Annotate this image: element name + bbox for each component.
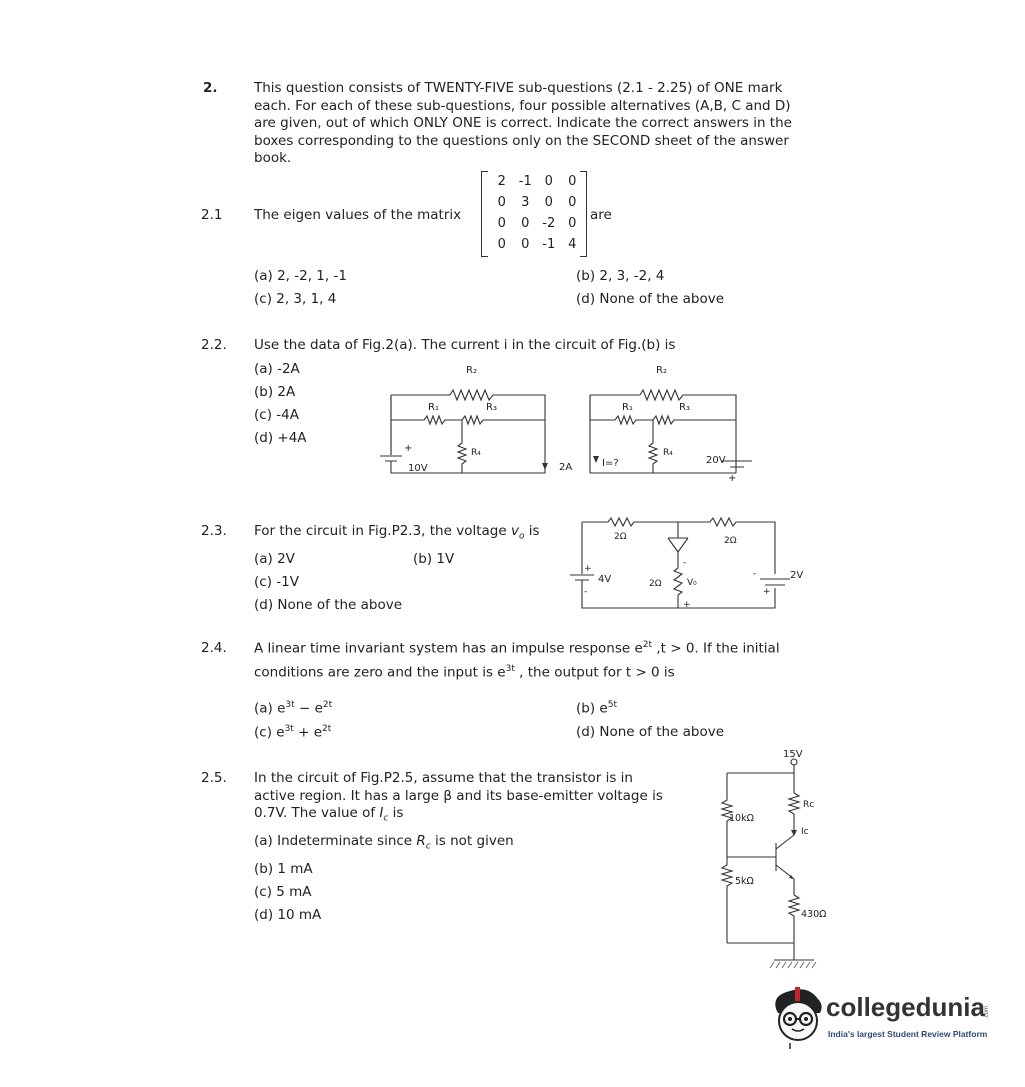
matrix-cell: 0 [544,195,553,210]
exponent: 3t [284,724,294,734]
option-c: (c) 2, 3, 1, 4 [254,291,337,307]
label-r1: R₁ [428,402,439,413]
voltage-symbol: v [510,523,519,539]
matrix-cell: 0 [568,195,577,210]
label-i-unknown: I=? [602,458,619,469]
matrix-cell: -2 [542,216,556,231]
matrix-cell: 0 [497,237,506,252]
exponent: 2t [642,640,653,650]
exp-base: e [277,700,286,717]
option-a [254,700,332,717]
exponent: 5t [607,700,617,710]
label-r2: R₂ [466,365,477,376]
option-c: (c) -1V [254,574,299,590]
label-plus: + [404,443,413,454]
question-2-4-line-2 [254,664,675,681]
matrix-cell: 4 [568,237,577,252]
instruction-line: book. [254,150,292,166]
figure-2-5-transistor-circuit [700,745,835,980]
option-b: (b) 1V [413,551,455,567]
matrix-cell: 0 [568,216,577,231]
label-2a: 2A [559,462,573,473]
instruction-line: boxes corresponding to the questions only on the SECOND sheet of the answer [254,132,789,149]
matrix-cell: 0 [568,174,577,189]
option-c [254,724,331,741]
text: + [293,724,314,741]
label-rc: Rc [803,800,815,810]
question-2-5-text [254,770,714,828]
matrix-cell: -1 [542,237,556,252]
text: is [524,523,540,539]
instruction-line: This question consists of TWENTY-FIVE sub-questions (2.1 - 2.25) of ONE mark [254,80,783,96]
option-b: (b) 2, 3, -2, 4 [576,268,665,284]
matrix-cell: 0 [497,216,506,231]
label-15v: 15V [783,749,803,760]
option-b: (b) 1 mA [254,861,313,877]
question-2-1-text: The eigen values of the matrix [254,207,462,223]
label-plus: + [683,600,691,610]
option-a: (a) 2, -2, 1, -1 [254,268,347,284]
label-r4: R₄ [471,448,481,458]
question-2-3-text [254,523,540,542]
option-d: (d) 10 mA [254,907,322,923]
instruction-line: each. For each of these sub-questions, four possible alternatives (A,B, C and D) [254,97,791,114]
option-d: (d) None of the above [254,597,403,613]
label-r3: R₃ [679,402,690,413]
label-r-right: 2Ω [724,536,737,546]
label-r4: R₄ [663,448,673,458]
label-r-mid: 2Ω [649,579,662,589]
question-2-number: 2. [203,80,218,96]
option-a [254,833,514,852]
label-vo: V₀ [687,578,697,588]
option-d: (d) None of the above [576,724,725,740]
label-plus: + [584,564,592,574]
question-2-4-number: 2.4. [201,640,227,656]
text: 0.7V. The value of [254,805,380,821]
text: (a) [254,700,278,717]
text: is not given [430,833,514,849]
label-r-left: 2Ω [614,532,627,542]
option-b: (b) 2A [254,384,296,400]
label-r2: R₂ [656,365,667,376]
matrix-cell: 0 [521,216,530,231]
brand-tagline: India's largest Student Review Platform [828,1029,988,1039]
label-20v: 20V [706,455,726,466]
brand-name: collegedunia [826,992,985,1022]
option-c: (c) -4A [254,407,299,423]
label-plus: + [728,473,737,484]
exp-base: e [313,724,323,741]
text: − [294,700,315,717]
question-2-4-line-1 [254,640,854,657]
text: (a) Indeterminate since [254,833,417,849]
exponent: 3t [285,700,295,710]
option-a: (a) 2V [254,551,295,567]
label-minus: - [753,569,757,579]
exp-base: e [634,640,643,657]
label-5k: 5kΩ [735,876,754,887]
figure-2-2-circuits [370,355,770,485]
question-2-1-text-end: are [590,207,612,223]
label-minus: - [683,558,687,568]
current-symbol: I [379,805,384,821]
label-plus: + [763,587,771,597]
text: , the output for t > 0 is [514,664,675,681]
current-subscript: c [383,813,389,824]
instruction-line: are given, out of which ONLY ONE is correct. Indicate the correct answers in the [254,115,792,131]
option-d: (d) +4A [254,430,307,446]
matrix-cell: 0 [544,174,553,189]
text: ,t > 0. If the initial [652,640,780,657]
exp-base: e [599,700,608,717]
voltage-subscript: o [518,531,525,542]
label-4v: 4V [598,574,612,585]
text: For the circuit in Fig.P2.3, the voltage [254,523,511,539]
matrix-cell: 2 [497,174,506,189]
question-2-1-number: 2.1 [201,207,223,223]
resistor-symbol: R [416,833,426,849]
label-2v: 2V [790,570,804,581]
question-2-instructions [254,80,854,168]
text-line [254,805,714,828]
eigen-matrix [481,171,587,257]
matrix-cell: 0 [521,237,530,252]
text: is [388,805,404,821]
text: (b) [576,700,600,717]
exp-base: e [314,700,323,717]
option-a: (a) -2A [254,361,300,377]
brand-suffix: .com [984,1006,990,1020]
exponent: 3t [505,664,515,674]
text-line: active region. It has a large β and its base-emitter voltage is [254,787,663,804]
matrix-cell: -1 [518,174,532,189]
option-c: (c) 5 mA [254,884,312,900]
text: (c) [254,724,277,741]
label-r3: R₃ [486,402,497,413]
exponent: 2t [322,724,332,734]
option-b [576,700,617,717]
question-2-5-number: 2.5. [201,770,227,786]
resistor-subscript: c [425,841,431,852]
matrix-cell: 0 [497,195,506,210]
exp-base: e [276,724,285,741]
label-10v: 10V [408,463,428,474]
question-2-2-text: Use the data of Fig.2(a). The current i in the circuit of Fig.(b) is [254,337,676,353]
label-ic: Ic [801,827,809,837]
matrix-cell: 3 [521,195,530,210]
text-line: In the circuit of Fig.P2.5, assume that the transistor is in [254,770,633,786]
question-2-2-number: 2.2. [201,337,227,353]
text: conditions are zero and the input is [254,664,498,681]
collegedunia-mascot-icon [768,983,828,1051]
exponent: 2t [322,700,333,710]
label-minus: - [584,587,588,597]
label-r1: R₁ [622,402,633,413]
label-10k: 10kΩ [729,813,754,824]
question-2-3-number: 2.3. [201,523,227,539]
text: A linear time invariant system has an impulse response [254,640,635,657]
label-430: 430Ω [801,909,827,920]
exp-base: e [497,664,506,681]
figure-2-3-circuit [570,512,804,622]
option-d: (d) None of the above [576,291,725,307]
